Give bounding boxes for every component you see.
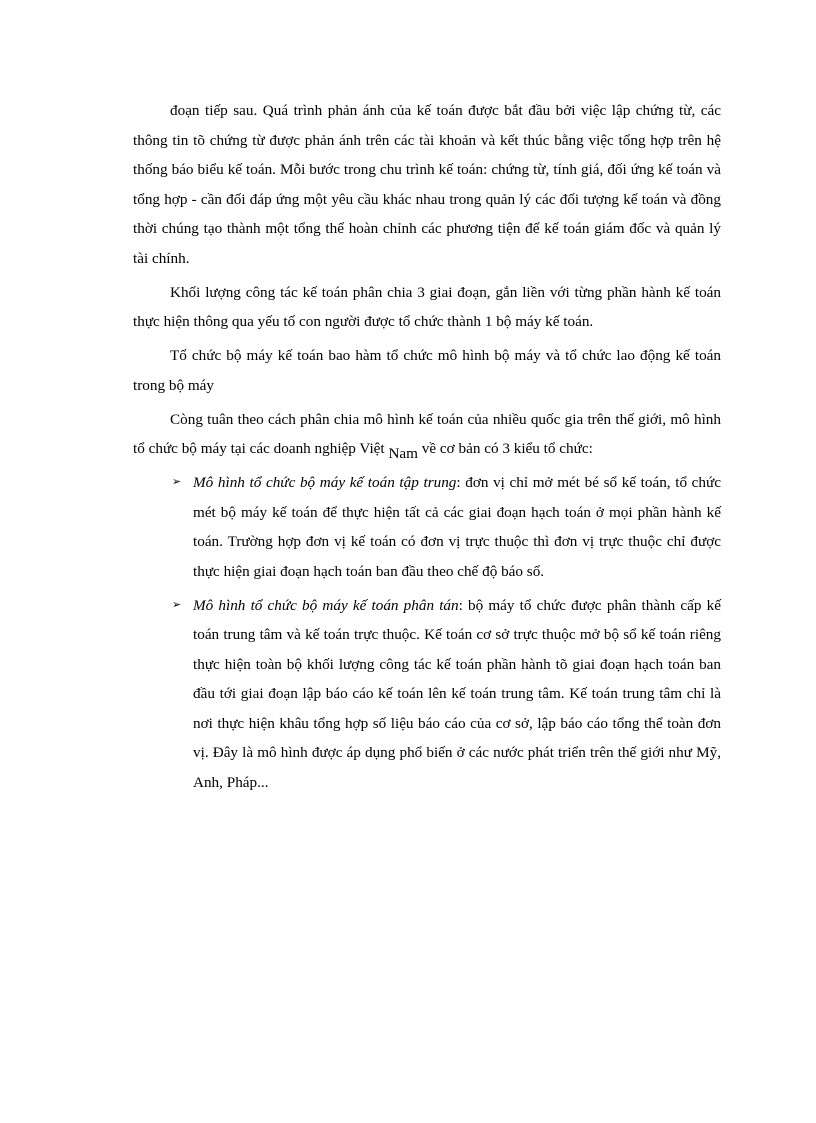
document-page [133, 96, 721, 802]
arrow-bullet-icon: ➢ [172, 476, 182, 488]
paragraph-workload: Khối lượng công tác kế toán phân chia 3 giai đoạn, gắn liền với từng phần hành kế toán thực hiện thông qua yếu tố con người được tổ chức thành 1 bộ máy kế toán. [133, 283, 721, 330]
bullet-centralized-model [133, 468, 721, 586]
bullet-lead-centralized: Mô hình tổ chức bộ máy kế toán tập trung [193, 474, 457, 491]
arrow-bullet-icon: ➢ [172, 598, 182, 611]
paragraph-organization: Tổ chức bộ máy kế toán bao hàm tổ chức mô hình bộ máy và tổ chức lao động kế toán trong bộ máy [133, 347, 721, 394]
bullet-decentralized-model [133, 591, 721, 798]
intro-text-after: về cơ bản có 3 kiểu tổ chức: [417, 440, 593, 457]
bullet-text-centralized: : đơn vị chỉ mở mét bé sổ kế toán, tổ chức mét bộ máy kế toán để thực hiện tất cả các giai đoạn hạch toán ở mọi phần hành kế toán. Trường hợp đơn vị kế toán có đơn vị trực thuộc thì đơn vị trực thuộc chỉ được thực hiện giai đoạn hạch toán ban đầu theo chế độ báo sổ. [193, 474, 721, 580]
paragraph-intro-models [133, 405, 721, 464]
intro-text-nam: Nam [388, 445, 418, 462]
intro-text-before: Còng tuân theo cách phân chia mô hình kế toán của nhiều quốc gia trên thế giới, mô hình tổ chức bộ máy tại các doanh nghiệp Việt [133, 410, 721, 457]
bullet-text-decentralized: : bộ máy tổ chức được phân thành cấp kế toán trung tâm và kế toán trực thuộc. Kế toán cơ sở trực thuộc mở bộ sổ kế toán riêng thực hiện toàn bộ khối lượng công tác kế toán phần hành tõ giai đoạn hạch toán ban đầu tới giai đoạn lập báo cáo kế toán lên kế toán trung tâm. Kế toán trung tâm chỉ là nơi thực hiện khâu tổng hợp số liệu báo cáo của cơ sở, lập báo cáo tổng thể toàn đơn vị. Đây là mô hình được áp dụng phổ biến ở các nước phát triển trên thế giới như Mỹ, Anh, Pháp... [193, 596, 721, 791]
paragraph-accounting-cycle: đoạn tiếp sau. Quá trình phản ánh của kế toán được bắt đầu bởi việc lập chứng từ, các thông tin tõ chứng từ được phản ánh trên các tài khoản và kết thúc bằng việc tổng hợp trên hệ thống báo biểu kế toán. Mỗi bước trong chu trình kế toán: chứng từ, tính giá, đối ứng kế toán và tổng hợp - cần đối đáp ứng một yêu cầu khác nhau trong quản lý các đối tượng kế toán và đồng thời chúng tạo thành một tổng thể hoàn chỉnh các phương tiện để kế toán giám đốc và quản lý tài chính. [133, 102, 721, 267]
bullet-lead-decentralized: Mô hình tổ chức bộ máy kế toán phân tán [193, 596, 459, 614]
